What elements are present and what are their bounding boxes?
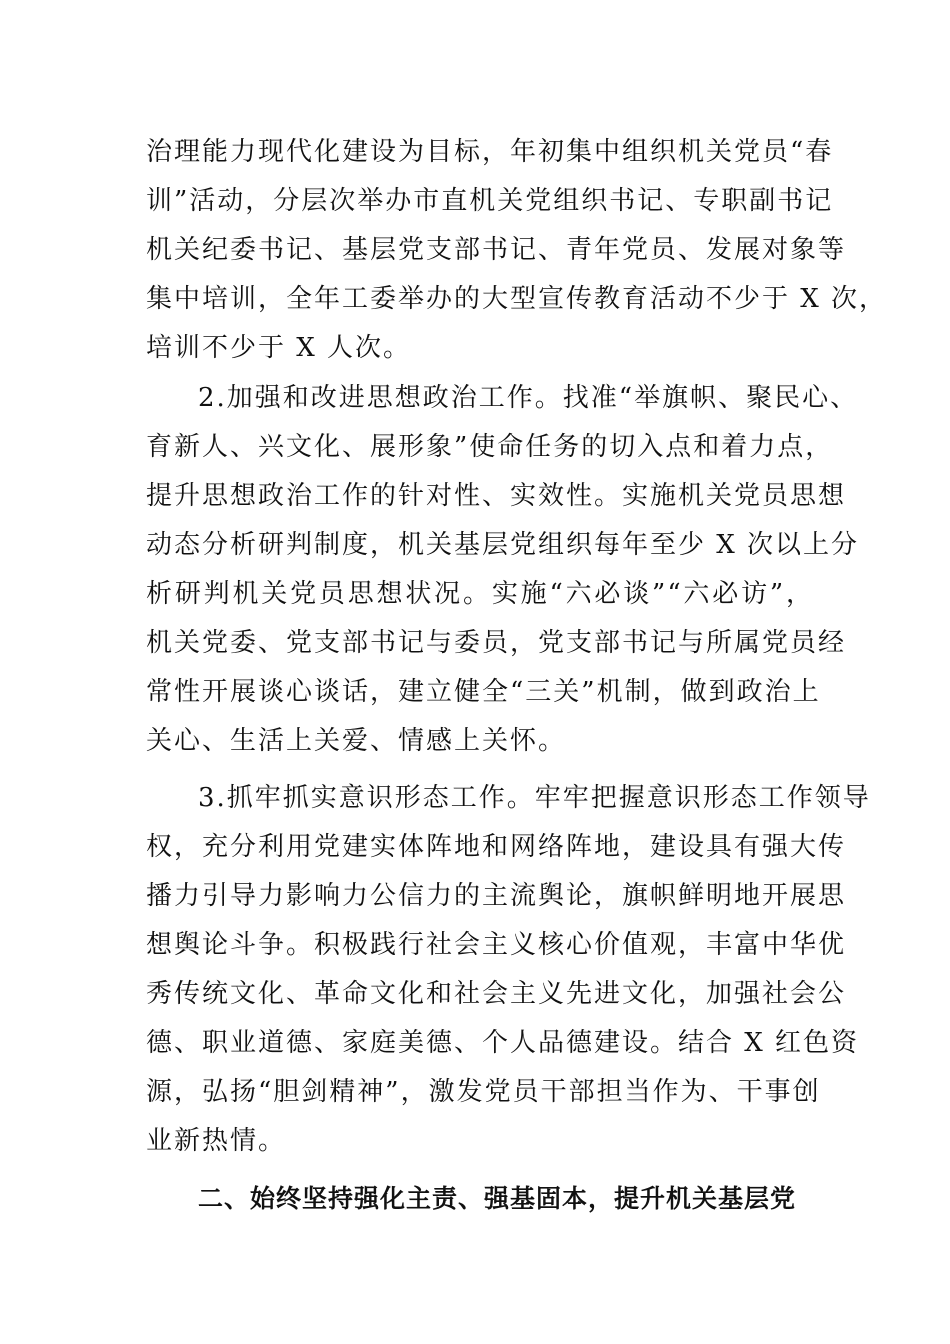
text-line: 析研判机关党员思想状况。实施“六必谈”“六必访”， bbox=[146, 579, 814, 609]
text-line: 治理能力现代化建设为目标，年初集中组织机关党员“春 bbox=[146, 137, 834, 167]
text-line: 训”活动，分层次举办市直机关党组织书记、专职副书记 bbox=[146, 186, 834, 216]
text-line: 机关纪委书记、基层党支部书记、青年党员、发展对象等 bbox=[146, 235, 847, 265]
text-line: 德、职业道德、家庭美德、个人品德建设。结合 X 红色资 bbox=[146, 1028, 860, 1058]
section-heading-text: 二、始终坚持强化主责、强基固本，提升机关基层党 bbox=[198, 1184, 797, 1213]
text-line: 权，充分利用党建实体阵地和网络阵地，建设具有强大传 bbox=[146, 832, 847, 862]
text-line: 集中培训，全年工委举办的大型宣传教育活动不少于 X 次， bbox=[146, 284, 888, 314]
text-line: 培训不少于 X 人次。 bbox=[146, 333, 412, 363]
text-line: 3.抓牢抓实意识形态工作。牢牢把握意识形态工作领导 bbox=[198, 783, 871, 813]
text-line: 2.加强和改进思想政治工作。找准“举旗帜、聚民心、 bbox=[198, 383, 859, 413]
section-heading bbox=[146, 1174, 814, 1223]
paragraph-2 bbox=[146, 374, 860, 766]
text-line: 常性开展谈心谈话，建立健全“三关”机制，做到政治上 bbox=[146, 677, 821, 707]
paragraph-3 bbox=[146, 774, 871, 1166]
text-line: 秀传统文化、革命文化和社会主义先进文化，加强社会公 bbox=[146, 979, 847, 1009]
text-line: 想舆论斗争。积极践行社会主义核心价值观，丰富中华优 bbox=[146, 930, 847, 960]
text-line: 育新人、兴文化、展形象”使命任务的切入点和着力点， bbox=[146, 432, 834, 462]
text-line: 机关党委、党支部书记与委员，党支部书记与所属党员经 bbox=[146, 628, 847, 658]
text-line: 源，弘扬“胆剑精神”，激发党员干部担当作为、干事创 bbox=[146, 1077, 821, 1107]
paragraph-1 bbox=[146, 128, 888, 373]
text-line: 关心、生活上关爱、情感上关怀。 bbox=[146, 726, 567, 756]
text-line: 提升思想政治工作的针对性、实效性。实施机关党员思想 bbox=[146, 481, 847, 511]
text-line: 动态分析研判制度，机关基层党组织每年至少 X 次以上分 bbox=[146, 530, 860, 560]
text-line: 播力引导力影响力公信力的主流舆论，旗帜鲜明地开展思 bbox=[146, 881, 847, 911]
text-line: 业新热情。 bbox=[146, 1126, 287, 1156]
